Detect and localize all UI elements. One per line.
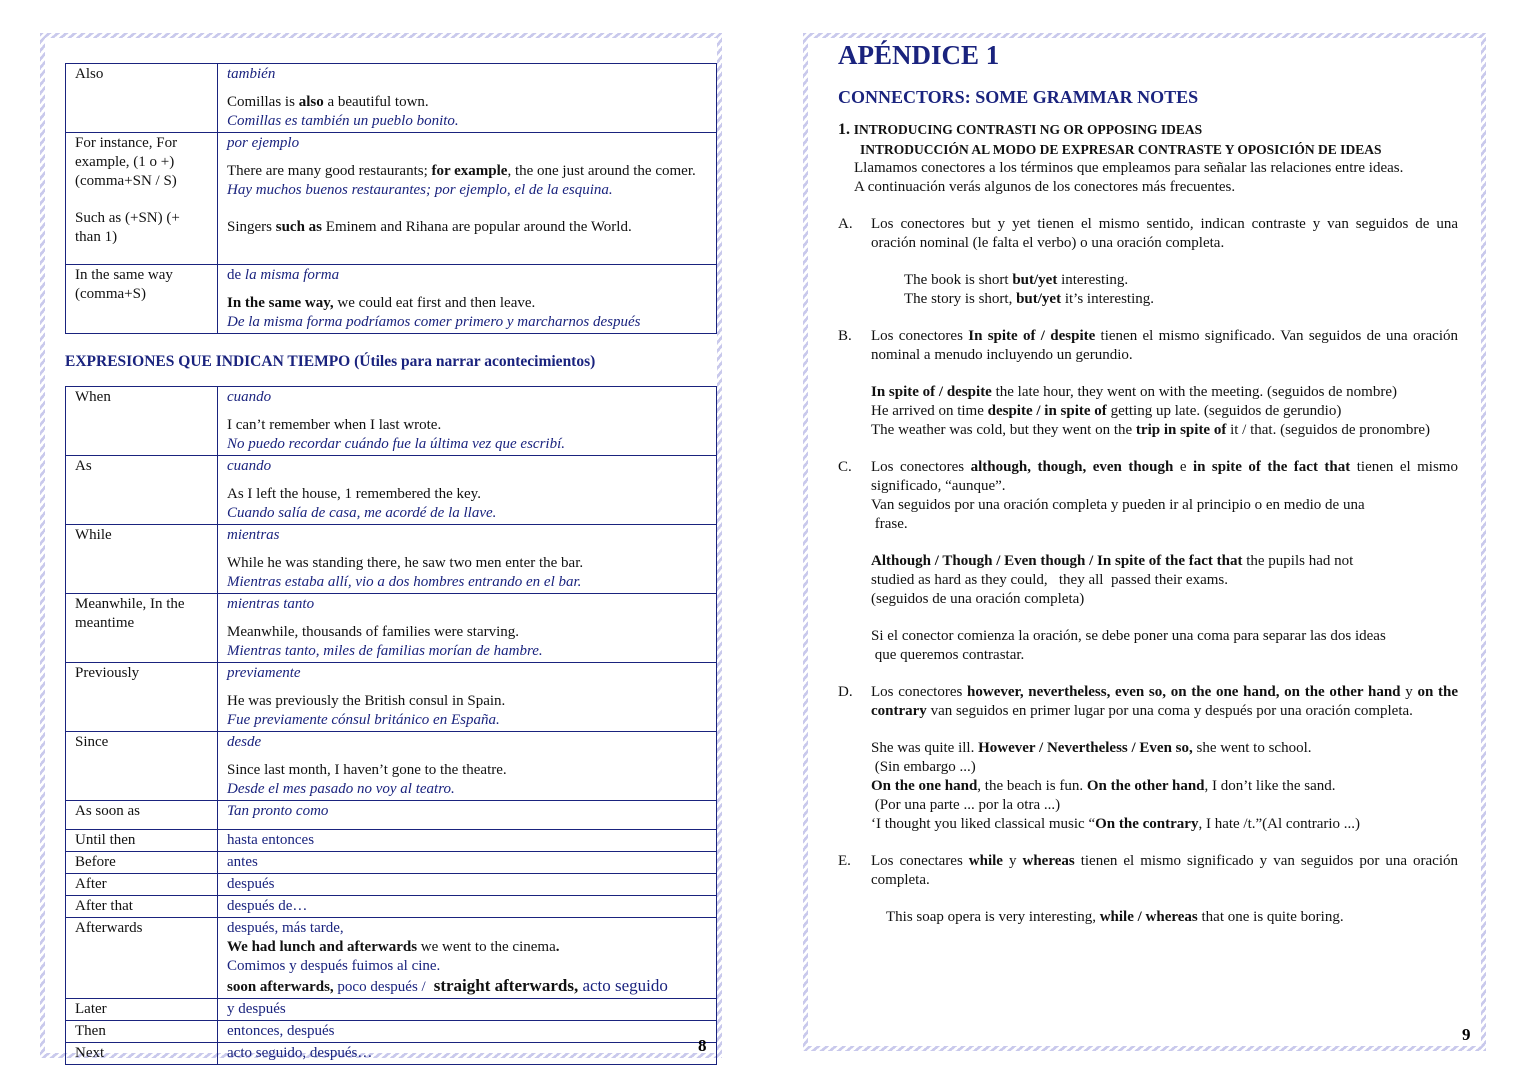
translation-cell (218, 1021, 717, 1043)
example-sentence: I can’t remember when I last wrote. (227, 417, 442, 433)
term-cell (66, 1043, 218, 1065)
spanish-term: acto seguido, después… (227, 1045, 373, 1061)
example-sentence: In the same way, we could eat first and then leave. (227, 295, 536, 311)
spanish-term: entonces, después (227, 1023, 335, 1039)
appendix-subtitle: CONNECTORS: SOME GRAMMAR NOTES (838, 87, 1199, 107)
time-expressions-table (65, 386, 717, 1065)
example-cell (218, 64, 717, 133)
left-page (40, 33, 722, 1061)
term: Meanwhile, In the meantime (75, 596, 185, 631)
term-afterwards: Afterwards (75, 920, 143, 936)
example-cell (218, 732, 717, 801)
translation-cell (218, 801, 717, 830)
term-cell (66, 456, 218, 525)
spanish-term: y después (227, 1001, 286, 1017)
term: After that (75, 898, 133, 914)
table-row (66, 830, 717, 852)
table-row (66, 133, 717, 265)
table-row (66, 874, 717, 896)
table-row (66, 852, 717, 874)
example-sentence: Comillas is also a beautiful town. (227, 94, 429, 110)
term: Until then (75, 832, 136, 848)
table-row (66, 456, 717, 525)
spanish-term: mientras tanto (227, 596, 315, 612)
example-translation: Mientras tanto, miles de familias morían de hambre. (227, 643, 543, 659)
table-row (66, 732, 717, 801)
term-for-example: For instance, For example, (1 o +) (comma+SN / S) (75, 135, 178, 189)
term: While (75, 527, 112, 543)
spanish-term: Tan pronto como (227, 803, 329, 819)
spanish-term: después de… (227, 898, 308, 914)
term-cell (66, 874, 218, 896)
term: Then (75, 1023, 106, 1039)
term-cell (66, 732, 218, 801)
note-a: A. Los conectores but y yet tienen el mismo sentido, indican contraste y van seguidos de una oración nominal (le falta el verbo) o una oración completa. The book is short but/yet interesting. The story is short, but/yet it’s interesting. (838, 216, 1458, 307)
table-row (66, 387, 717, 456)
term-cell (66, 1021, 218, 1043)
example-cell (218, 918, 717, 999)
term-cell (66, 387, 218, 456)
spanish-term: después (227, 876, 275, 892)
term-cell (66, 525, 218, 594)
table-row (66, 265, 717, 334)
table-row (66, 918, 717, 999)
example-translation: Comimos y después fuimos al cine. (227, 958, 441, 974)
example-sentence: While he was standing there, he saw two men enter the bar. (227, 555, 584, 571)
example-translation: No puedo recordar cuándo fue la última vez que escribí. (227, 436, 565, 452)
section-heading: 1. INTRODUCING CONTRASTI NG OR OPPOSING IDEAS (838, 121, 1203, 138)
note-b: B. Los conectores In spite of / despite tienen el mismo significado. Van seguidos de una oración nominal a menudo incluyendo un gerundio. In spite of / despite the late hour, they went on with the meeting. (seguidos de nombre) He arrived on time despite / in spite of getting up late. (seguidos de gerundio) The weather was cold, but they went on the trip in spite of it / that. (seguidos de pronombre) (838, 328, 1458, 438)
example-sentence: We had lunch and afterwards we went to the cinema. (227, 939, 560, 955)
table-row (66, 896, 717, 918)
table-row (66, 999, 717, 1021)
section-title-time-expressions: EXPRESIONES QUE INDICAN TIEMPO (Útiles para narrar acontecimientos) (65, 353, 596, 370)
term: When (75, 389, 111, 405)
term-cell (66, 896, 218, 918)
term: As (75, 458, 92, 474)
translation-cell (218, 874, 717, 896)
spanish-term: de la misma forma (227, 267, 340, 283)
note-e: E. Los conectares while y whereas tienen el mismo significado y van seguidos por una oración completa. This soap opera is very interesting, while / whereas that one is quite boring. (838, 853, 1458, 925)
table-row (66, 1043, 717, 1065)
example-sentence: Meanwhile, thousands of families were starving. (227, 624, 520, 640)
grammar-notes (838, 120, 1458, 927)
example-cell (218, 133, 717, 265)
intro-paragraph: Llamamos conectores a los términos que empleamos para señalar las relaciones entre ideas. A continuación verás algunos de los conectores más frecuentes. (854, 160, 1404, 195)
example-sentence: soon afterwards, poco después / straight afterwards, acto seguido (227, 976, 668, 995)
table-row (66, 663, 717, 732)
appendix-title: APÉNDICE 1 (838, 40, 1000, 70)
example-translation: Desde el mes pasado no voy al teatro. (227, 781, 455, 797)
spanish-term: mientras (227, 527, 280, 543)
example-translation: De la misma forma podríamos comer primero y marcharnos después (227, 314, 641, 330)
page-number: 9 (1462, 1025, 1471, 1044)
example-sentence: As I left the house, 1 remembered the key. (227, 486, 481, 502)
example-translation: Fue previamente cónsul británico en España. (227, 712, 500, 728)
example-cell (218, 265, 717, 334)
term: Since (75, 734, 109, 750)
example-sentence: He was previously the British consul in Spain. (227, 693, 506, 709)
connectors-table-1 (65, 63, 717, 334)
term-cell (66, 801, 218, 830)
spanish-term: antes (227, 854, 258, 870)
example-cell (218, 525, 717, 594)
term-cell (66, 830, 218, 852)
example-translation: Comillas es también un pueblo bonito. (227, 113, 459, 129)
spanish-term: previamente (227, 665, 301, 681)
example-sentence: Singers such as Eminem and Rihana are popular around the World. (227, 219, 632, 235)
example-cell (218, 663, 717, 732)
translation-cell (218, 852, 717, 874)
translation-cell (218, 830, 717, 852)
term-cell (66, 133, 218, 265)
spanish-term: desde (227, 734, 262, 750)
term-also: Also (75, 66, 104, 82)
table-row (66, 64, 717, 133)
spanish-term: después, más tarde, (227, 920, 344, 936)
example-translation: Cuando salía de casa, me acordé de la llave. (227, 505, 497, 521)
right-page (803, 33, 1486, 1051)
term: Previously (75, 665, 140, 681)
note-c: C. Los conectores although, though, even though e in spite of the fact that tienen el mismo significado, “aunque”. Van seguidos por una oración completa y pueden ir al principio o en medio de una frase. Although / Though / Even though / In spite of the fact that the pupils had not studied as hard as they could, they all passed their exams. (seguidos de una oración completa) Si el conector comienza la oración, se debe poner una coma para separar las dos ideas que queremos contrastar. (838, 459, 1458, 663)
term: Next (75, 1045, 105, 1061)
term-cell (66, 999, 218, 1021)
example-translation: Hay muchos buenos restaurantes; por ejemplo, el de la esquina. (227, 182, 613, 198)
example-cell (218, 594, 717, 663)
term-cell (66, 852, 218, 874)
translation-cell (218, 1043, 717, 1065)
term-such-as: Such as (+SN) (+ than 1) (75, 210, 180, 245)
page-number: 8 (698, 1036, 707, 1055)
term-cell (66, 918, 218, 999)
term: Later (75, 1001, 107, 1017)
term-cell (66, 265, 218, 334)
section-heading-es: INTRODUCCIÓN AL MODO DE EXPRESAR CONTRASTE Y OPOSICIÓN DE IDEAS (860, 142, 1382, 157)
term-cell (66, 663, 218, 732)
spanish-term: cuando (227, 458, 272, 474)
example-sentence: Since last month, I haven’t gone to the theatre. (227, 762, 507, 778)
translation-cell (218, 999, 717, 1021)
table-row (66, 525, 717, 594)
example-sentence: There are many good restaurants; for example, the one just around the comer. (227, 163, 696, 179)
term: As soon as (75, 803, 141, 819)
term-cell (66, 64, 218, 133)
term-cell (66, 594, 218, 663)
spanish-term: por ejemplo (227, 135, 300, 151)
spanish-term: cuando (227, 389, 272, 405)
term: Before (75, 854, 116, 870)
translation-cell (218, 896, 717, 918)
table-row (66, 1021, 717, 1043)
example-cell (218, 387, 717, 456)
term-in-the-same-way: In the same way (comma+S) (75, 267, 173, 302)
spanish-term: también (227, 66, 276, 82)
table-row (66, 801, 717, 830)
example-translation: Mientras estaba allí, vio a dos hombres entrando en el bar. (227, 574, 582, 590)
example-cell (218, 456, 717, 525)
term: After (75, 876, 107, 892)
table-row (66, 594, 717, 663)
spanish-term: hasta entonces (227, 832, 315, 848)
note-d: D. Los conectores however, nevertheless, even so, on the one hand, on the other hand y on the contrary van seguidos en primer lugar por una coma y después por una oración completa. She was quite ill. However / Nevertheless / Even so, she went to school. (Sin embargo ...) On the one hand, the beach is fun. On the other hand, I don’t like the sand. (Por una parte ... por la otra ...) ‘I thought you liked classical music “On the contrary, I hate /t.”(Al contrario ...) (838, 684, 1458, 832)
